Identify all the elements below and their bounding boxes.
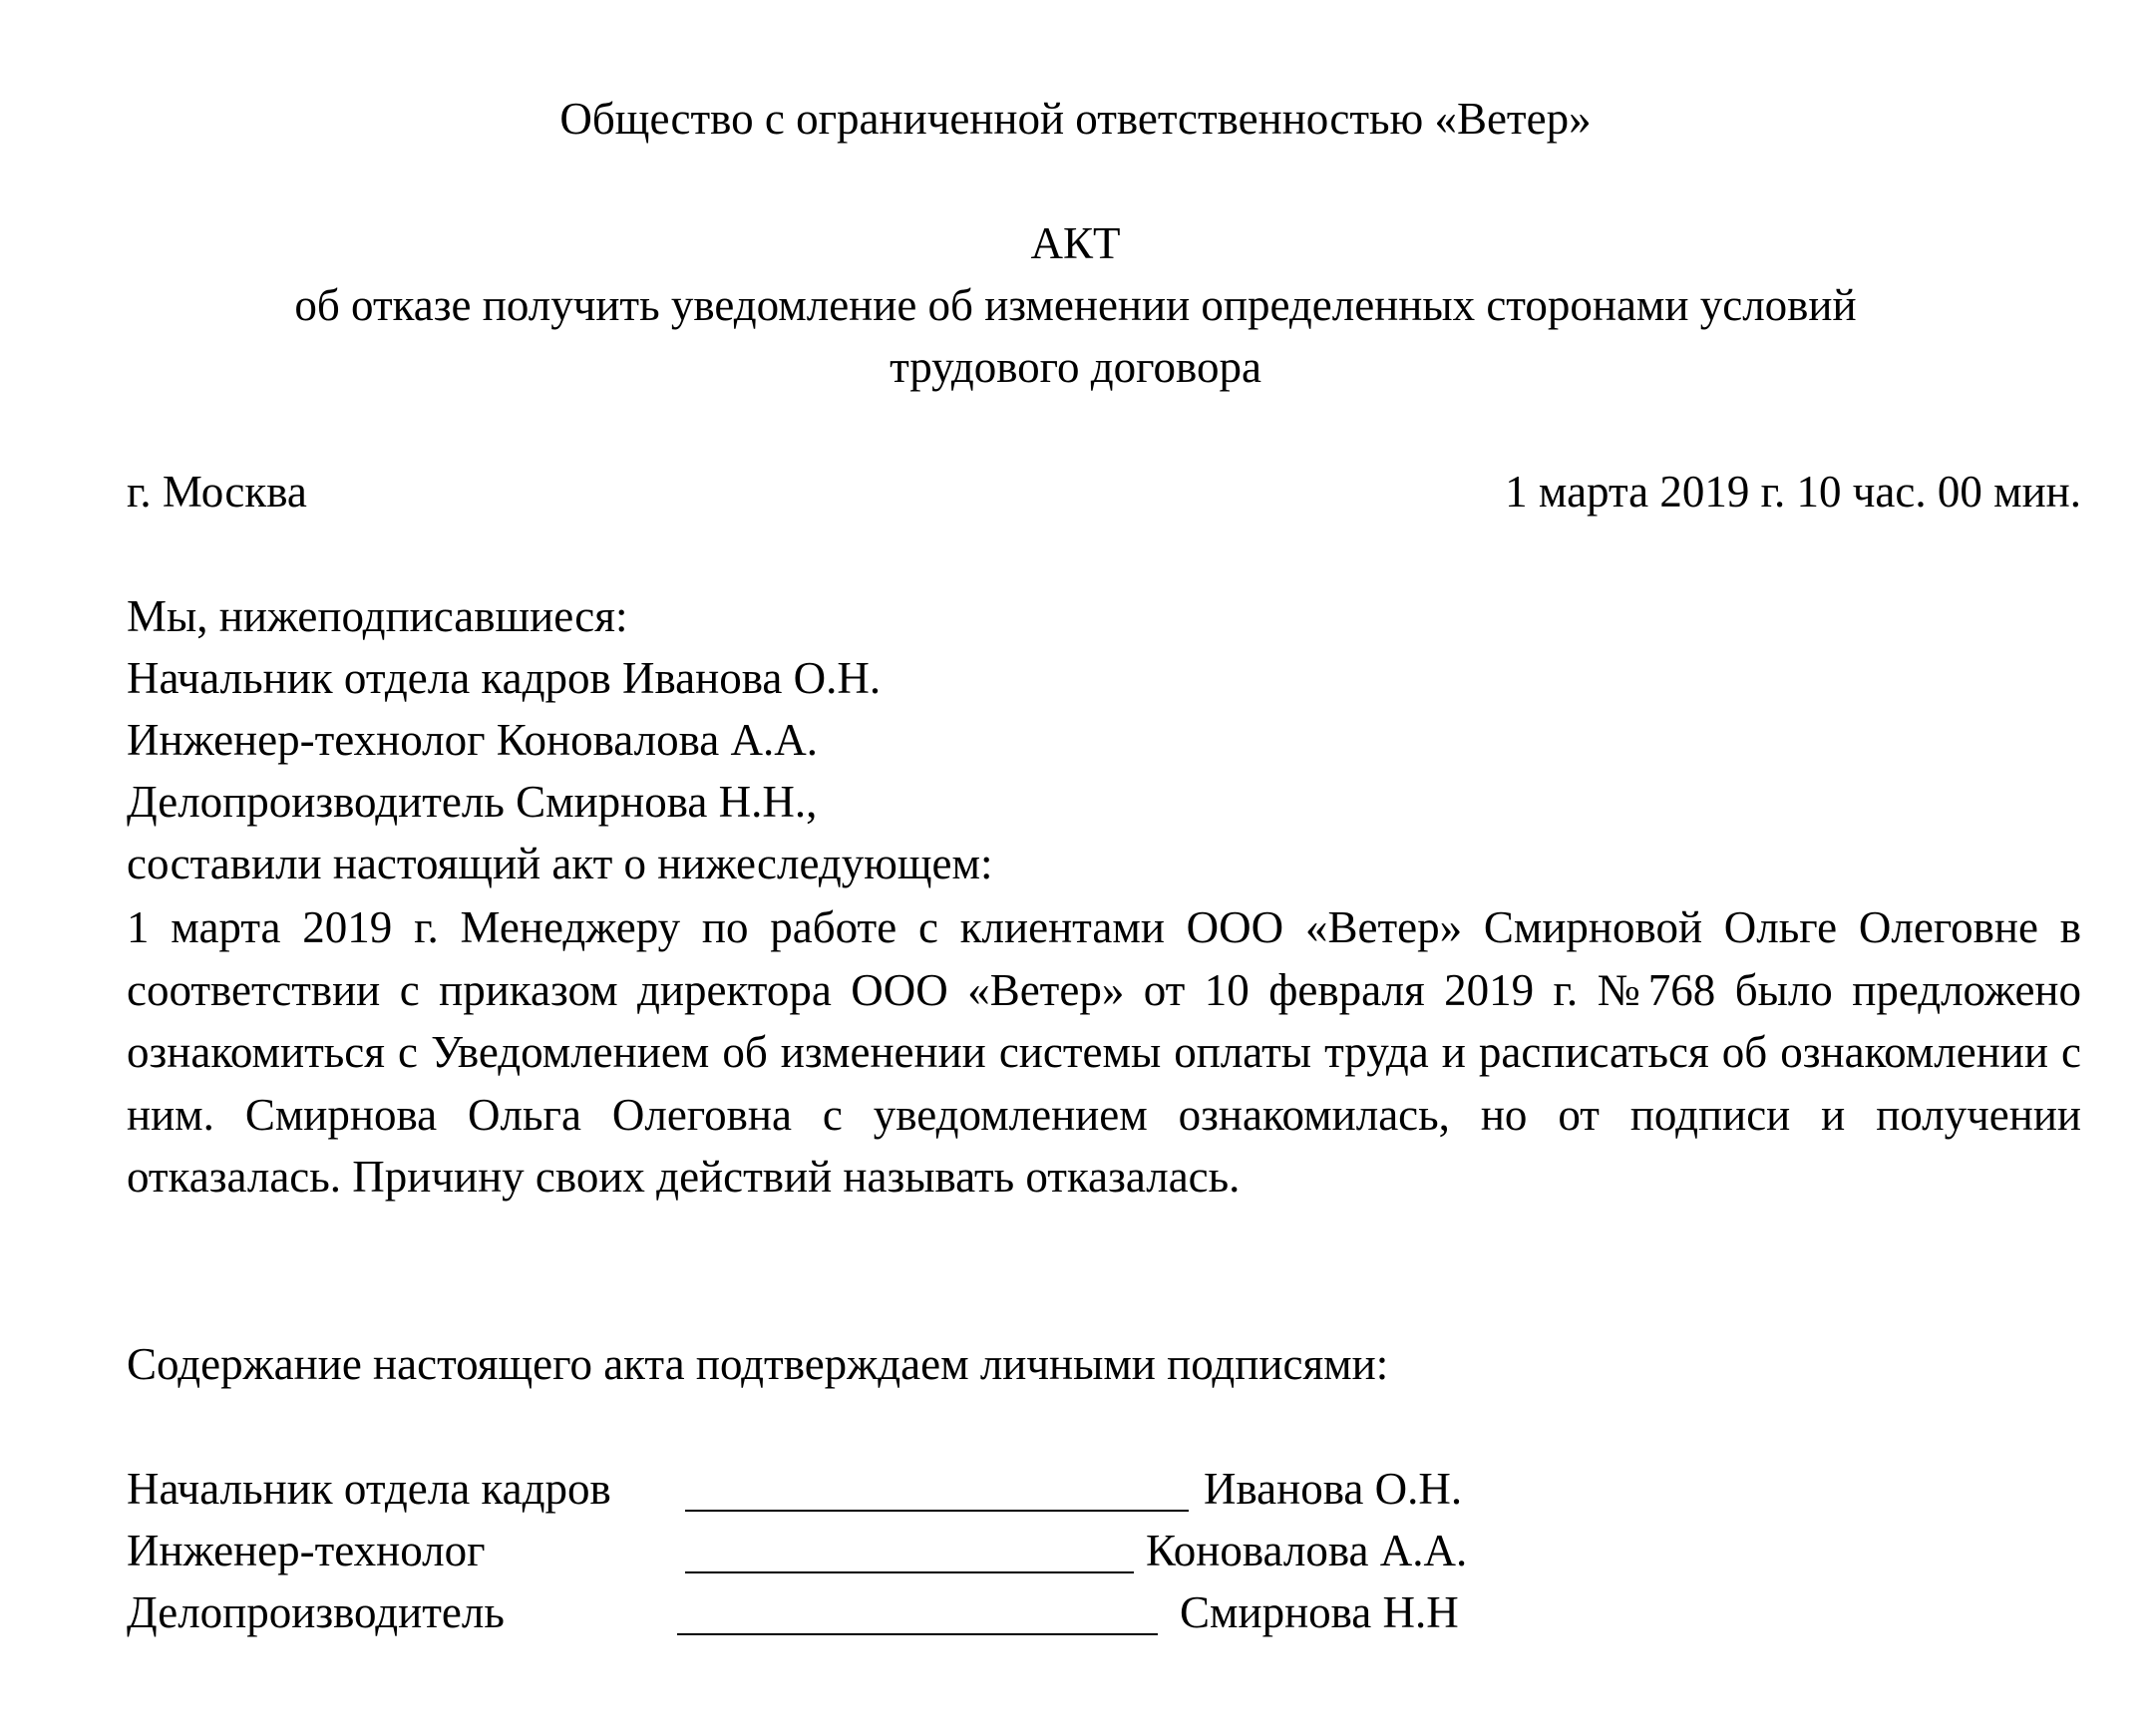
signature-role: Инженер-технолог	[127, 1526, 486, 1575]
act-body-paragraph: 1 марта 2019 г. Менеджеру по работе с клиентами ООО «Ветер» Смирновой Ольге Олеговне в соответствии с приказом директора ООО «Ветер» от 10 февраля 2019 г. №768 было предложено ознакомиться с Уведомлением об изменении системы оплаты труда и расписаться об ознакомлении с ним. Смирнова Ольга Олеговна с уведомлением ознакомилась, но от подписи и получении отказалась. Причину своих действий называть отказалась.	[127, 902, 2081, 1202]
signature-blank-line	[685, 1520, 1134, 1573]
document-subtitle-line-2: трудового договора	[890, 342, 1261, 392]
document-subtitle-line-1: об отказе получить уведомление об изменении определенных сторонами условий	[294, 280, 1857, 330]
intro-lead: Мы, нижеподписавшиеся:	[127, 591, 628, 641]
signature-role: Начальник отдела кадров	[127, 1464, 611, 1514]
signature-blank-line	[685, 1458, 1189, 1512]
signature-row	[127, 1458, 1523, 1520]
member-line: Начальник отдела кадров Иванова О.Н.	[127, 653, 882, 703]
confirmation-line: Содержание настоящего акта подтверждаем личными подписями:	[127, 1339, 1389, 1389]
intro-block	[127, 585, 2081, 894]
signature-name: Смирнова Н.Н	[1180, 1587, 1459, 1637]
signature-row	[127, 1581, 1523, 1643]
intro-closing: составили настоящий акт о нижеследующем:	[127, 839, 993, 888]
document-datetime: 1 марта 2019 г. 10 час. 00 мин.	[1505, 467, 2081, 517]
member-line: Делопроизводитель Смирнова Н.Н.,	[127, 777, 818, 827]
signature-blank-line	[677, 1581, 1158, 1635]
signature-name: Коновалова А.А.	[1146, 1526, 1468, 1575]
signature-role: Делопроизводитель	[127, 1587, 505, 1637]
document-city: г. Москва	[127, 467, 307, 517]
organization-name: Общество с ограниченной ответственностью «Ветер»	[559, 94, 1592, 144]
signature-name: Иванова О.Н.	[1204, 1464, 1463, 1514]
member-line: Инженер-технолог Коновалова А.А.	[127, 715, 818, 765]
signature-row	[127, 1520, 1523, 1581]
document-title: АКТ	[1030, 218, 1121, 268]
